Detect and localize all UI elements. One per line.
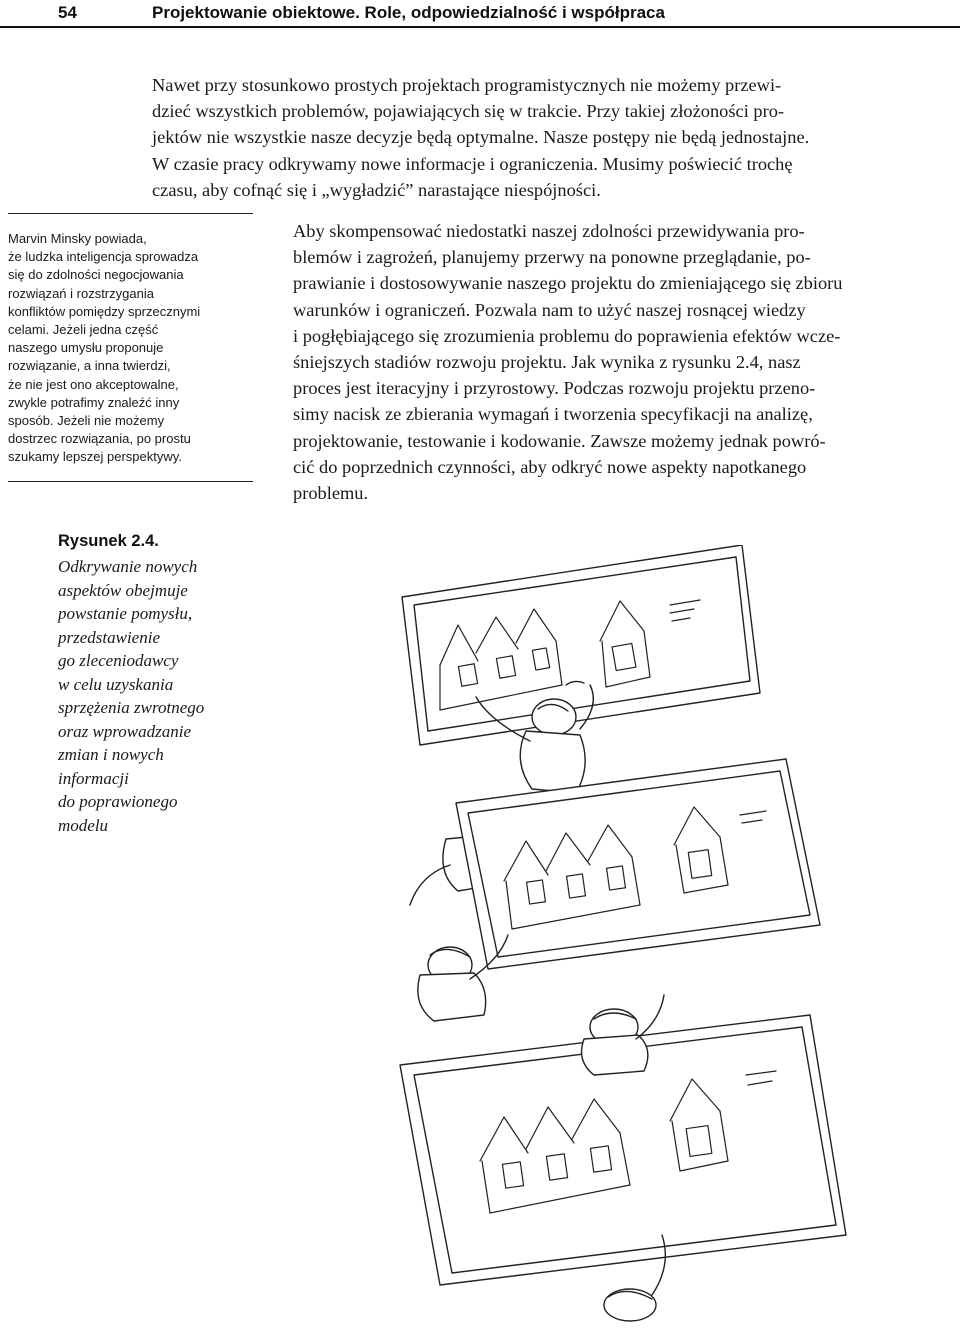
text-line: śniejszych stadiów rozwoju projektu. Jak wynika z rysunku 2.4, nasz bbox=[293, 352, 801, 373]
note-line: rozwiązanie, a inna twierdzi, bbox=[8, 358, 171, 374]
note-line: się do zdolności negocjowania bbox=[8, 267, 184, 283]
caption-line: sprzężenia zwrotnego bbox=[58, 698, 205, 717]
figure-caption bbox=[58, 555, 288, 837]
text-line: i pogłębiającego się zrozumienia problemu do poprawienia efektów wcze- bbox=[293, 325, 841, 346]
caption-line: zmian i nowych bbox=[58, 745, 164, 764]
text-line: czasu, aby cofnąć się i „wygładzić” narastające niespójności. bbox=[152, 179, 601, 200]
text-line: blemów i zagrożeń, planujemy przerwy na ponowne przeglądanie, po- bbox=[293, 247, 811, 268]
note-line: rozwiązań i rozstrzygania bbox=[8, 285, 154, 301]
text-line: proces jest iteracyjny i przyrostowy. Podczas rozwoju projektu przeno- bbox=[293, 378, 816, 399]
text-line: prawianie i dostosowywanie naszego projektu do zmieniającego się zbioru bbox=[293, 273, 843, 294]
note-line: Marvin Minsky powiada, bbox=[8, 231, 147, 246]
caption-line: powstanie pomysłu, bbox=[58, 604, 193, 623]
caption-line: w celu uzyskania bbox=[58, 674, 174, 694]
caption-line: oraz wprowadzanie bbox=[58, 721, 192, 741]
drawing-sheet-1 bbox=[402, 545, 760, 745]
note-line: naszego umysłu proponuje bbox=[8, 340, 164, 356]
caption-line: aspektów obejmuje bbox=[58, 580, 188, 600]
text-line: cić do poprzednich czynności, aby odkryć nowe aspekty napotkanego bbox=[293, 456, 807, 477]
figure-label: Rysunek 2.4. bbox=[58, 532, 159, 550]
caption-line: do poprawionego bbox=[58, 792, 178, 811]
architects-drawing-houses-illustration bbox=[290, 545, 958, 1325]
caption-line: modelu bbox=[58, 815, 109, 835]
page-number: 54 bbox=[58, 3, 77, 22]
margin-note bbox=[8, 213, 253, 482]
note-line: zwykle potrafimy znaleźć inny bbox=[8, 394, 180, 410]
note-line: dostrzec rozwiązania, po prostu bbox=[8, 431, 191, 447]
note-line: sposób. Jeżeli nie możemy bbox=[8, 413, 165, 429]
note-line: szukamy lepszej perspektywy. bbox=[8, 449, 182, 465]
text-line: problemu. bbox=[293, 483, 369, 504]
text-line: warunków i ograniczeń. Pozwala nam to użyć naszej rosnącej wiedzy bbox=[293, 299, 806, 320]
note-line: celami. Jeżeli jedna część bbox=[8, 322, 159, 338]
text-line: Nawet przy stosunkowo prostych projektach programistycznych nie możemy przewi- bbox=[152, 75, 782, 95]
drawing-sheet-2 bbox=[456, 759, 820, 969]
caption-line: go zleceniodawcy bbox=[58, 651, 179, 670]
caption-line: przedstawienie bbox=[58, 627, 160, 647]
running-title: Projektowanie obiektowe. Role, odpowiedzialność i współpraca bbox=[152, 3, 665, 22]
text-line: dzieć wszystkich problemów, pojawiających się w trakcie. Przy takiej złożoności pro- bbox=[152, 101, 785, 122]
text-line: simy nacisk ze zbierania wymagań i tworzenia specyfikacji na analizę, bbox=[293, 404, 813, 425]
caption-line: Odkrywanie nowych bbox=[58, 557, 198, 576]
note-line: że nie jest ono akceptowalne, bbox=[8, 376, 179, 392]
running-header bbox=[0, 0, 960, 28]
note-line: konfliktów pomiędzy sprzecznymi bbox=[8, 303, 201, 319]
text-line: W czasie pracy odkrywamy nowe informacje i ograniczenia. Musimy poświecić trochę bbox=[152, 153, 793, 174]
text-line: jektów nie wszystkie nasze decyzje będą optymalne. Nasze postępy nie będą jednostajne. bbox=[152, 127, 810, 148]
caption-line: informacji bbox=[58, 768, 129, 788]
text-line: Aby skompensować niedostatki naszej zdolności przewidywania pro- bbox=[293, 221, 805, 241]
body-paragraph bbox=[293, 218, 953, 506]
note-line: że ludzka inteligencja sprowadza bbox=[8, 249, 199, 265]
text-line: projektowanie, testowanie i kodowanie. Zawsze możemy jednak powró- bbox=[293, 430, 826, 451]
illustration-svg bbox=[290, 545, 958, 1325]
intro-paragraph bbox=[152, 72, 952, 203]
